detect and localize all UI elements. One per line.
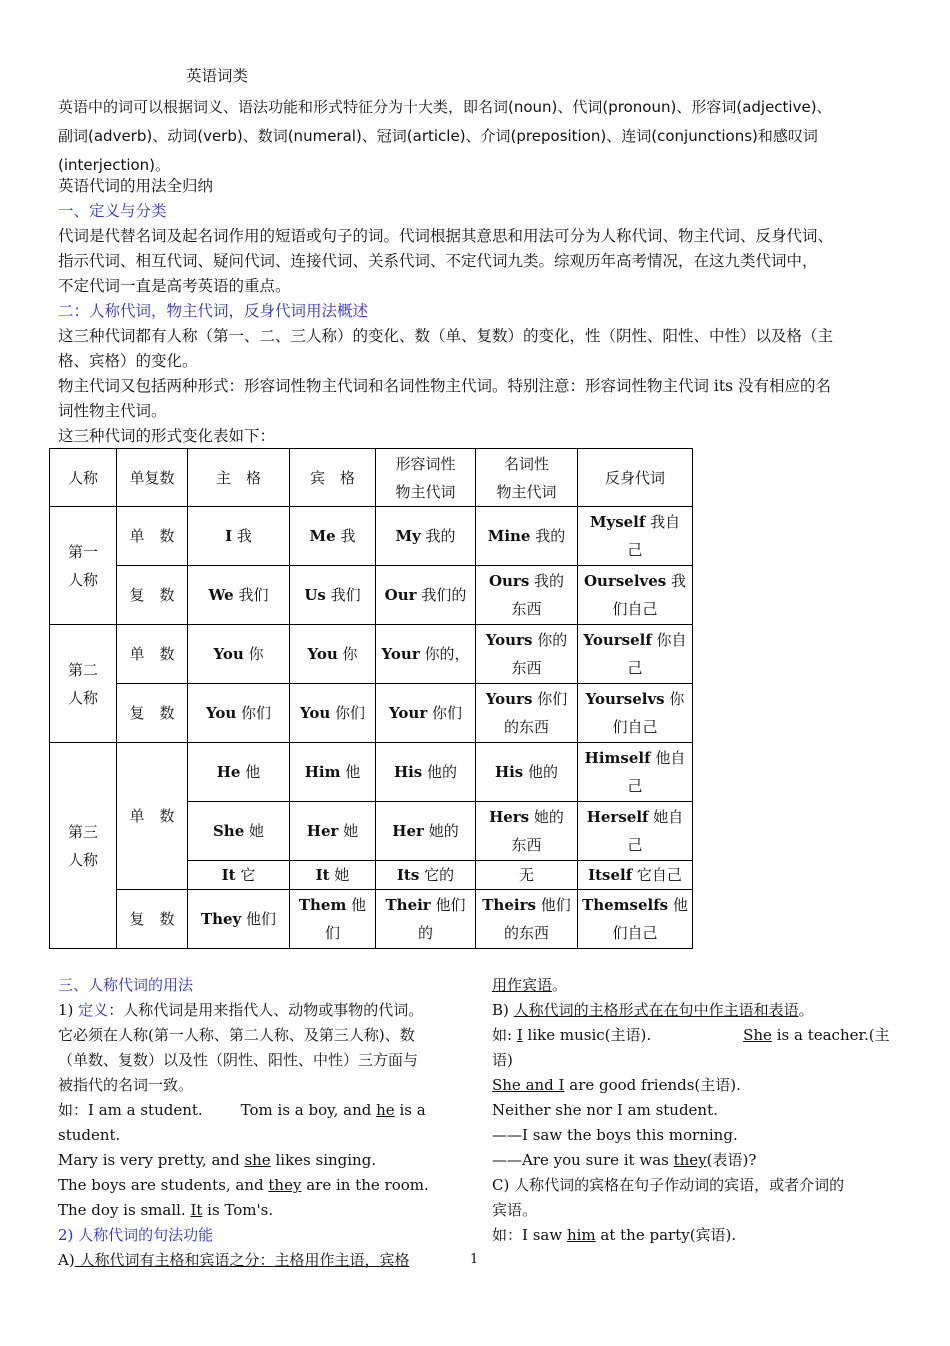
text-line: C) 人称代词的宾格在句子作动词的宾语，或者介词的 <box>492 1176 845 1194</box>
text-line: B) 人称代词的主格形式在在句中作主语和表语。 <box>492 1001 814 1019</box>
text-line: A) 人称代词有主格和宾语之分：主格用作主语，宾格 <box>58 1251 410 1269</box>
table-cell: Yourselvs 你 们自己 <box>578 684 693 743</box>
subtitle: 英语代词的用法全归纳 <box>58 177 214 195</box>
table-cell: Theirs 他们 的东西 <box>476 890 578 949</box>
table-cell: Her 她的 <box>376 802 476 861</box>
table-cell: You 你 <box>290 625 376 684</box>
table-cell: Ours 我的 东西 <box>476 566 578 625</box>
table-cell: Their 他们 的 <box>376 890 476 949</box>
table-cell: You 你们 <box>188 684 290 743</box>
person-cell: 第二 人称 <box>50 625 117 743</box>
text-line: 代词是代替名词及起名词作用的短语或句子的词。代词根据其意思和用法可分为人称代词、物主代词、反身代词、 <box>58 227 834 245</box>
table-header-row <box>50 449 693 507</box>
example-line: ——I saw the boys this morning. <box>492 1126 738 1144</box>
table-cell: Ourselves 我 们自己 <box>578 566 693 625</box>
table-cell: Us 我们 <box>290 566 376 625</box>
table-cell: Themselfs 他 们自己 <box>578 890 693 949</box>
table-row <box>50 743 693 802</box>
section2-paragraph <box>58 324 896 449</box>
definition-line: 1) 定义：人称代词是用来指代人、动物或事物的代词。 <box>58 1001 424 1019</box>
text-line: 物主代词又包括两种形式：形容词性物主代词和名词性物主代词。特别注意：形容词性物主代词 its 没有相应的名 <box>58 377 831 395</box>
section2-heading: 二：人称代词，物主代词，反身代词用法概述 <box>58 302 369 320</box>
table-cell: Mine 我的 <box>476 507 578 566</box>
table-cell: Me 我 <box>290 507 376 566</box>
text-line: 它必须在人称(第一人称、第二人称、及第三人称)、数 <box>58 1026 415 1044</box>
table-cell: Your 你们 <box>376 684 476 743</box>
page-number: 1 <box>470 1252 479 1267</box>
table-cell: Himself 他自 己 <box>578 743 693 802</box>
table-cell: His 他的 <box>476 743 578 802</box>
text-line: （单数、复数）以及性（阴性、阳性、中性）三方面与 <box>58 1051 419 1069</box>
number-cell: 复 数 <box>117 684 188 743</box>
table-cell: Yours 你们 的东西 <box>476 684 578 743</box>
table-cell: Myself 我自 己 <box>578 507 693 566</box>
right-column <box>492 973 894 1248</box>
number-cell: 单 数 <box>117 625 188 684</box>
person-cell: 第三 人称 <box>50 743 117 949</box>
left-column <box>58 973 460 1273</box>
example-line: Mary is very pretty, and she likes singing. <box>58 1151 377 1169</box>
text-line: 词性物主代词。 <box>58 402 167 420</box>
header-cell: 人称 <box>50 449 117 507</box>
header-cell: 宾 格 <box>290 449 376 507</box>
number-cell: 复 数 <box>117 890 188 949</box>
table-cell: It 她 <box>290 861 376 890</box>
example-line: ——Are you sure it was they(表语)? <box>492 1151 757 1169</box>
text-line: 格、宾格）的变化。 <box>58 352 198 370</box>
table-cell: 无 <box>476 861 578 890</box>
table-cell: His 他的 <box>376 743 476 802</box>
table-intro: 这三种代词的形式变化表如下： <box>58 427 276 445</box>
text-line: 被指代的名词一致。 <box>58 1076 194 1094</box>
table-cell: Your 你的， <box>376 625 476 684</box>
example-line: 如：I am a student. Tom is a boy, and he is a student. <box>58 1101 426 1144</box>
header-cell: 名词性 物主代词 <box>476 449 578 507</box>
header-cell: 单复数 <box>117 449 188 507</box>
table-cell: We 我们 <box>188 566 290 625</box>
table-cell: Herself 她自 己 <box>578 802 693 861</box>
table-cell: You 你们 <box>290 684 376 743</box>
table-cell: He 他 <box>188 743 290 802</box>
text-line: 语) <box>492 1051 513 1069</box>
table-cell: Our 我们的 <box>376 566 476 625</box>
example-line: The boys are students, and they are in the room. <box>58 1176 429 1194</box>
example-line: 如: I like music(主语). She is a teacher.(主 <box>492 1026 890 1044</box>
header-cell: 形容词性 物主代词 <box>376 449 476 507</box>
table-cell: Yours 你的 东西 <box>476 625 578 684</box>
table-cell: Him 他 <box>290 743 376 802</box>
number-cell: 复 数 <box>117 566 188 625</box>
table-row <box>50 890 693 949</box>
header-cell: 反身代词 <box>578 449 693 507</box>
person-cell: 第一 人称 <box>50 507 117 625</box>
table-row <box>50 625 693 684</box>
example-line: The doy is small. It is Tom's. <box>58 1201 274 1219</box>
text-line: 不定代词一直是高考英语的重点。 <box>58 277 291 295</box>
intro-line: (interjection)。 <box>58 156 171 174</box>
section3-heading: 三、人称代词的用法 <box>58 976 194 994</box>
text-line: 用作宾语。 <box>492 976 568 994</box>
table-cell: She 她 <box>188 802 290 861</box>
table-cell: Its 它的 <box>376 861 476 890</box>
text-line: 宾语。 <box>492 1201 538 1219</box>
table-row <box>50 684 693 743</box>
table-cell: Her 她 <box>290 802 376 861</box>
header-cell: 主 格 <box>188 449 290 507</box>
table-cell: I 我 <box>188 507 290 566</box>
table-cell: Yourself 你自 己 <box>578 625 693 684</box>
table-cell: You 你 <box>188 625 290 684</box>
section1-heading: 一、定义与分类 <box>58 202 167 220</box>
intro-paragraph <box>58 93 896 180</box>
table-cell: Hers 她的 东西 <box>476 802 578 861</box>
text-line: 指示代词、相互代词、疑问代词、连接代词、关系代词、不定代词九类。综观历年高考情况，在这九类代词中， <box>58 252 818 270</box>
table-cell: They 他们 <box>188 890 290 949</box>
text-line: 这三种代词都有人称（第一、二、三人称）的变化、数（单、复数）的变化，性（阴性、阳性、中性）以及格（主 <box>58 327 834 345</box>
intro-line: 副词(adverb)、动词(verb)、数词(numeral)、冠词(article)、介词(preposition)、连词(conjunctions)和感叹词 <box>58 127 818 145</box>
example-line: 如：I saw him at the party(宾语). <box>492 1226 737 1244</box>
syntax-heading: 2) 人称代词的句法功能 <box>58 1226 214 1244</box>
pronoun-table <box>49 448 693 949</box>
section1-paragraph <box>58 224 896 299</box>
intro-line: 英语中的词可以根据词义、语法功能和形式特征分为十大类，即名词(noun)、代词(pronoun)、形容词(adjective)、 <box>58 98 832 116</box>
table-cell: My 我的 <box>376 507 476 566</box>
example-line: She and I are good friends(主语). <box>492 1076 741 1094</box>
doc-title: 英语词类 <box>186 67 249 85</box>
table-row <box>50 507 693 566</box>
number-cell: 单 数 <box>117 743 188 890</box>
table-cell: Itself 它自己 <box>578 861 693 890</box>
table-cell: Them 他 们 <box>290 890 376 949</box>
table-cell: It 它 <box>188 861 290 890</box>
table-row <box>50 566 693 625</box>
example-line: Neither she nor I am student. <box>492 1101 718 1119</box>
number-cell: 单 数 <box>117 507 188 566</box>
